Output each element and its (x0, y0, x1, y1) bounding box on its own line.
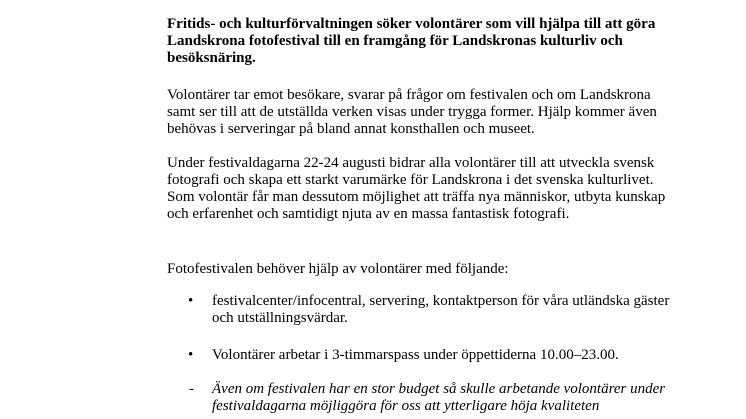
bullet-icon: • (188, 347, 194, 363)
bullet-icon: • (188, 293, 194, 309)
list-item-text: festivalcenter/infocentral, servering, kontaktperson för våra utländska gäster och utställningsvärdar. (212, 293, 670, 326)
dash-marker: - (189, 381, 194, 397)
paragraph-volunteer-tasks: Volontärer tar emot besökare, svarar på frågor om festivalen och om Landskrona samt ser till att de utställda verken visas under trygga former. Hjälp kommer även behövas i serveringar på bland annat konsthallen och museet. (167, 87, 657, 137)
paragraph-help-needed: Fotofestivalen behöver hjälp av volontärer med följande: (167, 261, 509, 277)
intro-heading: Fritids- och kulturförvaltningen söker volontärer som vill hjälpa till att göra Landskrona fotofestival till en framgång för Landskronas kulturliv och besöksnäring. (167, 16, 656, 66)
list-item-text: Volontärer arbetar i 3-timmarspass under öppettiderna 10.00–23.00. (212, 347, 619, 363)
dash-list-item-text: Även om festivalen har en stor budget så skulle arbetande volontärer under festivaldagarna möjliggöra för oss att ytterligare höja kvaliteten (212, 381, 666, 414)
paragraph-festival-days: Under festivaldagarna 22-24 augusti bidrar alla volontärer till att utveckla svensk fotografi och skapa ett starkt varumärke för Landskrona i det svenska kulturlivet. Som volontär får man dessutom möjlighet att träffa nya människor, utbyta kunskap och erfarenhet och samtidigt njuta av en massa fantastisk fotografi. (167, 155, 666, 222)
